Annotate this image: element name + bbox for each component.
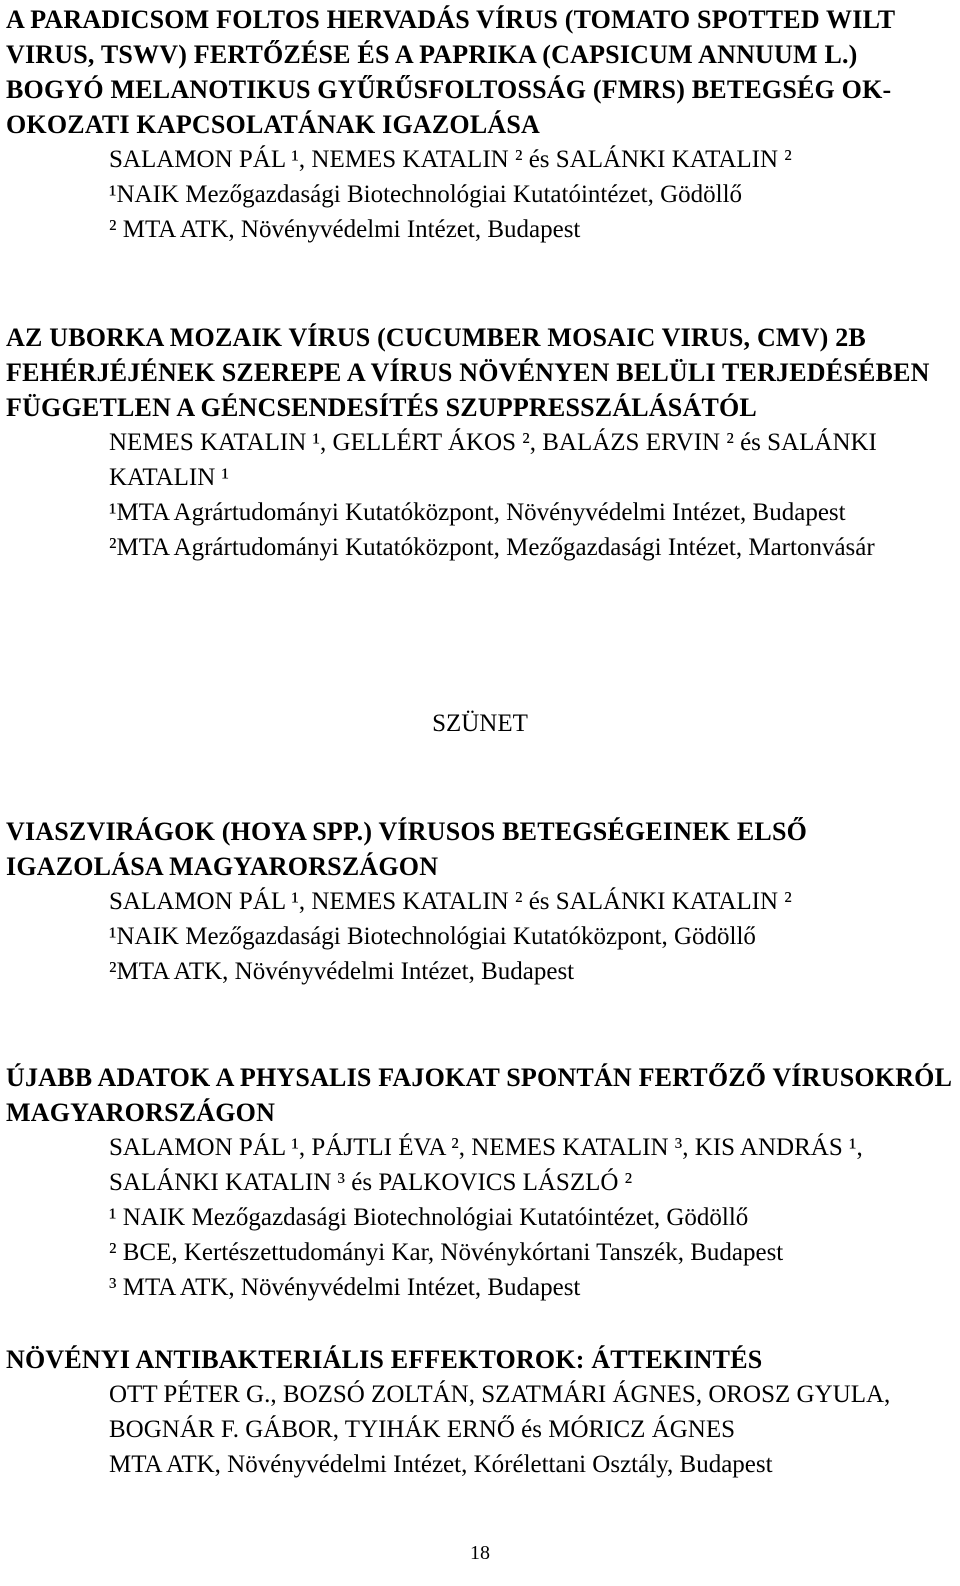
abstract-title: VIASZVIRÁGOK (HOYA SPP.) VÍRUSOS BETEGSÉGEINEK ELSŐ IGAZOLÁSA MAGYARORSZÁGON (6, 817, 808, 881)
page-number: 18 (470, 1542, 490, 1564)
abstract-authors-block (0, 1377, 960, 1482)
affiliation-line: ¹NAIK Mezőgazdasági Biotechnológiai Kutatóintézet, Gödöllő (109, 181, 743, 208)
affiliation-line: ¹NAIK Mezőgazdasági Biotechnológiai Kutatóközpont, Gödöllő (109, 923, 756, 950)
affiliation-line: ² BCE, Kertészettudományi Kar, Növénykórtani Tanszék, Budapest (109, 1239, 784, 1266)
author-line: SALAMON PÁL ¹, NEMES KATALIN ² és SALÁNKI KATALIN ² (109, 888, 792, 915)
author-line: SALAMON PÁL ¹, PÁJTLI ÉVA ², NEMES KATALIN ³, KIS ANDRÁS ¹, SALÁNKI KATALIN ³ és PALKOVICS LÁSZLÓ ² (109, 1134, 863, 1196)
author-line: SALAMON PÁL ¹, NEMES KATALIN ² és SALÁNKI KATALIN ² (109, 146, 792, 173)
abstract-authors-block (0, 425, 960, 565)
affiliation-line: ²MTA Agrártudományi Kutatóközpont, Mezőgazdasági Intézet, Martonvásár (109, 534, 875, 561)
abstract-authors-block (0, 1130, 960, 1305)
abstract-authors-block (0, 884, 960, 989)
abstract-1 (0, 2, 960, 247)
abstract-title: ÚJABB ADATOK A PHYSALIS FAJOKAT SPONTÁN FERTŐZŐ VÍRUSOKRÓL MAGYARORSZÁGON (6, 1063, 951, 1127)
abstract-5 (0, 1342, 960, 1482)
abstract-title: AZ UBORKA MOZAIK VÍRUS (CUCUMBER MOSAIC VIRUS, CMV) 2B FEHÉRJÉJÉNEK SZEREPE A VÍRUS NÖVÉNYEN BELÜLI TERJEDÉSÉBEN FÜGGETLEN A GÉNCSENDESÍTÉS SZUPPRESSZÁLÁSÁTÓL (6, 323, 930, 422)
affiliation-line: ¹MTA Agrártudományi Kutatóközpont, Növényvédelmi Intézet, Budapest (109, 499, 846, 526)
abstract-title: A PARADICSOM FOLTOS HERVADÁS VÍRUS (TOMATO SPOTTED WILT VIRUS, TSWV) FERTŐZÉSE ÉS A PAPRIKA (CAPSICUM ANNUUM L.) BOGYÓ MELANOTIKUS GYŰRŰSFOLTOSSÁG (FMRS) BETEGSÉG OK-OKOZATI KAPCSOLATÁNAK IGAZOLÁSA (6, 5, 895, 139)
abstract-3 (0, 814, 960, 989)
affiliation-line: ² MTA ATK, Növényvédelmi Intézet, Budapest (109, 216, 581, 243)
abstract-title: NÖVÉNYI ANTIBAKTERIÁLIS EFFEKTOROK: ÁTTEKINTÉS (6, 1345, 763, 1374)
affiliation-line: ³ MTA ATK, Növényvédelmi Intézet, Budapest (109, 1274, 581, 1301)
abstract-authors-block (0, 142, 960, 247)
abstract-2 (0, 320, 960, 565)
affiliation-line: ¹ NAIK Mezőgazdasági Biotechnológiai Kutatóintézet, Gödöllő (109, 1204, 749, 1231)
affiliation-line: MTA ATK, Növényvédelmi Intézet, Kórélettani Osztály, Budapest (109, 1451, 773, 1478)
pause-label: SZÜNET (432, 710, 528, 737)
author-line: OTT PÉTER G., BOZSÓ ZOLTÁN, SZATMÁRI ÁGNES, OROSZ GYULA, BOGNÁR F. GÁBOR, TYIHÁK ERNŐ és MÓRICZ ÁGNES (109, 1381, 891, 1443)
author-line: NEMES KATALIN ¹, GELLÉRT ÁKOS ², BALÁZS ERVIN ² és SALÁNKI KATALIN ¹ (109, 429, 877, 491)
affiliation-line: ²MTA ATK, Növényvédelmi Intézet, Budapest (109, 958, 575, 985)
abstract-4 (0, 1060, 960, 1305)
